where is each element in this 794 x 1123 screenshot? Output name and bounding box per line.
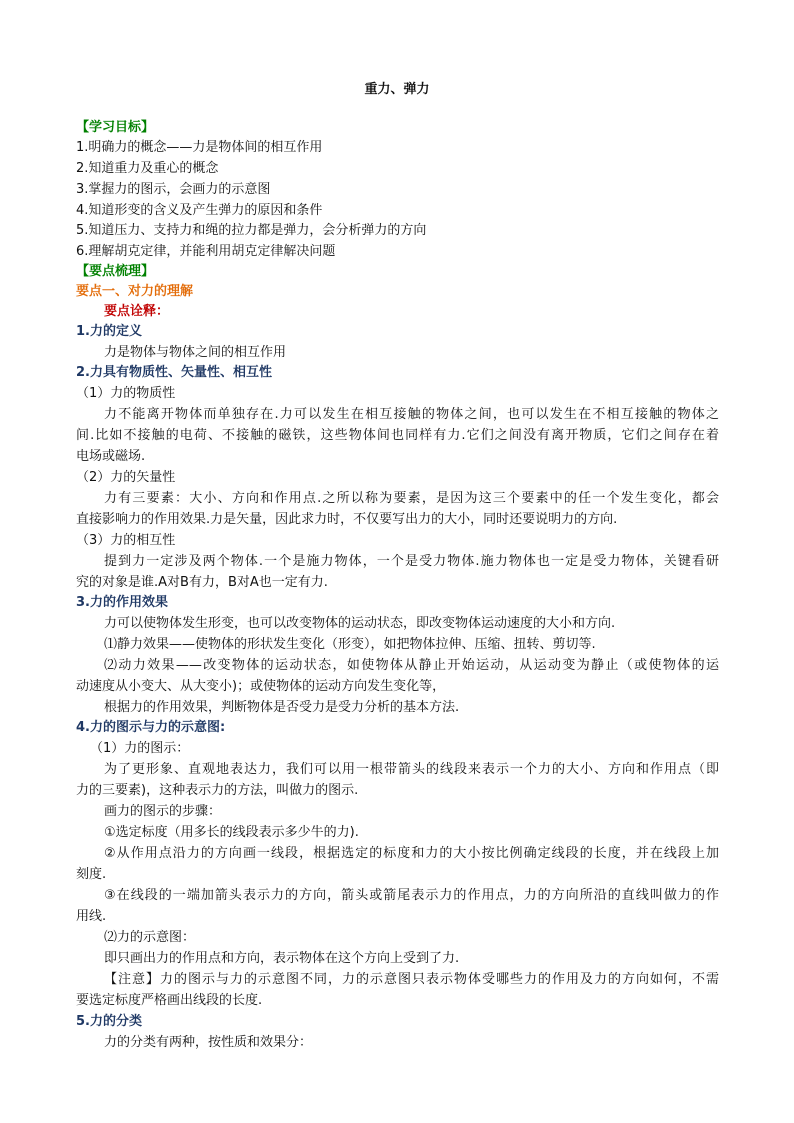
section4-heading: 4.力的图示与力的示意图: <box>76 720 226 735</box>
paragraph-line: 根据力的作用效果，判断物体是否受力是受力分析的基本方法. <box>104 700 460 715</box>
explain-heading: 要点诠释： <box>104 304 170 319</box>
note-line: 【注意】力的图示与力的示意图不同，力的示意图只表示物体受哪些力的作用及力的方向如何，不需 <box>104 972 719 987</box>
section1-text: 力是物体与物体之间的相互作用 <box>104 345 287 360</box>
paragraph-line: 究的对象是谁.A对B有力，B对A也一定有力. <box>76 575 328 590</box>
step-line: 刻度. <box>76 867 107 882</box>
steps-label: 画力的图示的步骤： <box>104 804 222 819</box>
paragraph-line: 为了更形象、直观地表达力，我们可以用一根带箭头的线段来表示一个力的大小、方向和作用点（即 <box>104 762 719 777</box>
goal-item: 3.掌握力的图示，会画力的示意图 <box>76 182 271 197</box>
goal-item: 2.知道重力及重心的概念 <box>76 161 219 176</box>
page-title: 重力、弹力 <box>364 82 430 97</box>
goal-item: 1.明确力的概念——力是物体间的相互作用 <box>76 140 323 155</box>
section5-text: 力的分类有两种，按性质和效果分： <box>104 1035 313 1050</box>
section1-heading: 1.力的定义 <box>76 324 142 339</box>
section2-a-label: （1）力的物质性 <box>76 386 176 401</box>
goal-item: 5.知道压力、支持力和绳的拉力都是弹力，会分析弹力的方向 <box>76 223 427 238</box>
section2-b-label: （2）力的矢量性 <box>76 470 176 485</box>
paragraph-line: 动速度从小变大、从大变小)；或使物体的运动方向发生变化等， <box>76 679 446 694</box>
section4-a-label: （1）力的图示： <box>90 741 190 756</box>
section5-heading: 5.力的分类 <box>76 1014 142 1029</box>
paragraph-line: ⑴静力效果——使物体的形状发生变化（形变），如把物体拉伸、压缩、扭转、剪切等. <box>104 637 596 652</box>
goals-heading: 【学习目标】 <box>76 120 155 135</box>
paragraph-line: 间.比如不接触的电荷、不接触的磁铁，这些物体间也同样有力.它们之间没有离开物质，它们之间存在着 <box>76 428 719 443</box>
point1-heading: 要点一、对力的理解 <box>76 284 194 299</box>
paragraph-line: 力有三要素：大小、方向和作用点.之所以称为要素，是因为这三个要素中的任一个发生变化，都会 <box>104 491 719 506</box>
goal-item: 6.理解胡克定律，并能利用胡克定律解决问题 <box>76 244 336 259</box>
paragraph-line: 力的三要素)，这种表示力的方法，叫做力的图示. <box>76 783 359 798</box>
paragraph-line: 电场或磁场. <box>76 449 146 464</box>
paragraph-line: 即只画出力的作用点和方向，表示物体在这个方向上受到了力. <box>104 951 460 966</box>
paragraph-line: 直接影响力的作用效果.力是矢量，因此求力时，不仅要写出力的大小，同时还要说明力的方向. <box>76 512 618 527</box>
step-line: 用线. <box>76 909 107 924</box>
section2-c-label: （3）力的相互性 <box>76 533 176 548</box>
paragraph-line: 力可以使物体发生形变，也可以改变物体的运动状态，即改变物体运动速度的大小和方向. <box>104 616 616 631</box>
step-line: ②从作用点沿力的方向画一线段，根据选定的标度和力的大小按比例确定线段的长度，并在线段上加 <box>104 846 719 861</box>
step-line: ①选定标度（用多长的线段表示多少牛的力). <box>104 825 359 840</box>
paragraph-line: 力不能离开物体而单独存在.力可以发生在相互接触的物体之间，也可以发生在不相互接触的物体之 <box>104 407 719 422</box>
step-line: ③在线段的一端加箭头表示力的方向，箭头或箭尾表示力的作用点，力的方向所沿的直线叫做力的作 <box>104 888 719 903</box>
paragraph-line: ⑵动力效果——改变物体的运动状态，如使物体从静止开始运动，从运动变为静止（或使物体的运 <box>104 658 719 673</box>
section4-b-label: ⑵力的示意图： <box>104 930 196 945</box>
goal-item: 4.知道形变的含义及产生弹力的原因和条件 <box>76 203 323 218</box>
section3-heading: 3.力的作用效果 <box>76 595 168 610</box>
summary-heading: 【要点梳理】 <box>76 264 155 279</box>
paragraph-line: 提到力一定涉及两个物体.一个是施力物体，一个是受力物体.施力物体也一定是受力物体，关键看研 <box>104 554 719 569</box>
note-line: 要选定标度严格画出线段的长度. <box>76 993 263 1008</box>
section2-heading: 2.力具有物质性、矢量性、相互性 <box>76 365 272 380</box>
